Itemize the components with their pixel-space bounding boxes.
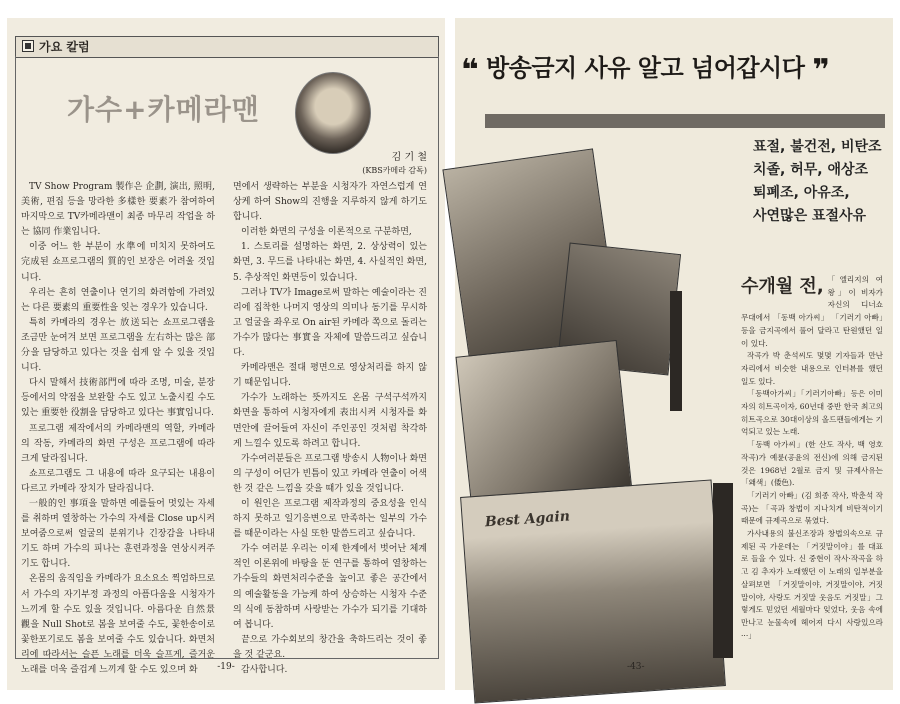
article-column-left	[21, 180, 215, 678]
page-number: -19-	[217, 662, 235, 672]
paragraph: 작곡가 박 춘석씨도 몇몇 기자들과 만난 자리에서 비슷한 내용으로 인터뷰를 했던 일도 있다.	[741, 351, 883, 386]
paragraph: 이중 어느 한 부분이 水準에 미치지 못하여도 完成된 쇼프로그램의 質的인 보장은 어려울 것입니다.	[21, 242, 215, 283]
subhead-line: 표절, 불건전, 비탄조	[753, 139, 882, 155]
paragraph: 프로그램 제작에서의 카메라맨의 역할, 카메라의 작동, 카메라의 화면 구성은 프로그램에 따라 크게 달라집니다.	[21, 423, 215, 464]
headline-rule	[485, 114, 885, 128]
paragraph: 특히 카메라의 경우는 放送되는 쇼프로그램을 조금만 눈여겨 보면 프로그램을 左右하는 많은 部分을 담당하고 있다는 것을 쉽게 알 수 있을 것입니다.	[21, 317, 215, 374]
subhead	[753, 136, 882, 228]
subhead-line: 사연많은 표절사유	[753, 208, 867, 224]
paragraph: 「동백아가씨」「기러기아빠」등은 이미자의 히트곡이자, 60년대 중반 한국 최고의 히트곡으로 30대이상의 올드팬들에게는 기억되고 있는 노래.	[741, 389, 883, 437]
page-number: -43-	[627, 662, 645, 672]
paragraph: 「엘리지의 여왕」이 비자가 자신의 디너쇼 무대에서 「동백 아가씨」 「기러기 아빠」등을 금지곡에서 풀어 달라고 탄원했던 일이 있다.	[741, 275, 883, 348]
article-column-right	[233, 180, 427, 678]
album-photo-bicycle	[460, 479, 726, 703]
album-cover-title: Best Again	[484, 508, 571, 531]
author-affiliation: (KBS카메라 감독)	[362, 166, 427, 175]
paragraph: 가사내용의 불신조장과 창법의속으로 규제된 곡 가운데는 「거짓말이야」를 대표로 들을 수 있다. 신 중현이 작사·작곡을 하고 김 추자가 노래했던 이 노래의 일부분을 살펴보면 「거짓말이야, 거짓말이야, 거짓말이야, 사랑도 거짓말 웃음도 거짓말」그렇게도 믿었던 세월마다 잊었다, 웃음 속에 만나고 눈물속에 헤어져 다시 사랑있으라···」	[741, 529, 883, 640]
paragraph: TV Show Program 製作은 企劃, 演出, 照明, 美術, 편집 등을 망라한 多樣한 要素가 참여하여 마지막으로 TV카메라맨이 최종 마무리 작업을 하는 協同 作業입니다.	[21, 182, 215, 238]
paragraph: 이러한 화면의 구성을 이론적으로 구분하면,	[241, 227, 412, 238]
photo-shadow	[713, 483, 733, 658]
paragraph: 一般的인 事項을 말하면 예를들어 멋있는 자세를 취하며 열창하는 가수의 자세를 Close up시켜 보여줌으로써 얼굴의 분위기나 긴장감을 나타내기도 하며 가수의 피나는 훈련과정을 연상시켜주기도 합니다.	[21, 498, 215, 570]
paragraph: 1. 스토리를 설명하는 화면, 2. 상상력이 있는 화면, 3. 무드를 나타내는 화면, 4. 사실적인 화면, 5. 추상적인 화면등이 있습니다.	[233, 242, 427, 283]
paragraph: 이 원인은 프로그램 제작과정의 중요성을 인식하지 못하고 일기응변으로 만족하는 일부의 가수를 때문이라는 사실 또한 말씀드리고 싶습니다.	[233, 498, 427, 540]
paragraph: 끝으로 가수회보의 창간을 축하드리는 것이 좋을 것 같군요.	[233, 634, 427, 660]
paragraph: 우리는 흔히 연출이나 연기의 화려함에 가려있는 다른 要素의 重要性을 잊는 경우가 있습니다.	[21, 287, 215, 313]
paragraph: 「동백 아가씨」(한 산도 작사, 백 영호 작곡)가 예륜(공윤의 전신)에 의해 금지된 것은 1968년 2월로 금지 및 규제사유는 「왜색」(倭色).	[741, 440, 883, 488]
author-name: 김 기 철	[391, 152, 427, 163]
paragraph: 감사합니다.	[241, 665, 288, 675]
paragraph: 가수 여러분 우리는 이제 한계에서 벗어난 체계적인 이론위에 바탕을 둔 연구를 통하여 열창하는 가수들의 화면처리수준을 높이고 좋은 공간에서의 예술활동을 가능케 하여 상승하는 시청자 수준의 식에 동참하며 사랑받는 가수가 되기를 기대하여 봅니다.	[233, 544, 427, 630]
paragraph: 가수가 노래하는 뜻까지도 온몸 구석구석까지 화면을 통하여 시청자에게 表出시켜 시청자를 화면안에 끌어들여 자신이 주인공인 것처럼 착각하게 느낄수 있도록 하려고 합니다.	[233, 393, 427, 449]
paragraph: 온몸의 움직임을 카메라가 요소요소 찍엄하므로서 가수의 자기부정 과정의 아픔다움을 시청자가 느끼게 할 수도 있을 것입니다. 아름다운 自然景觀을 Null Shot로 봄을 보여줄 수도, 꽃한송이로 꽃한포기로도 봄을 보여줄 수도 있습니다. 화면처리에 따라서는 슬픈 노래를 더욱 슬프게, 즐거운 노래를 더욱 즐겁게 느끼게 할 수도 있으며 화	[21, 574, 215, 675]
paragraph: 가수여러분들은 프로그램 방송시 人物이나 화면의 구성이 어딘가 빈틈이 있고 카메라 연출이 어색한 것 같은 느낌을 갖을 때가 있을 것입니다.	[233, 453, 427, 494]
headline-text: 방송금지 사유 알고 넘어갑시다	[485, 54, 805, 82]
paragraph: 다시 말해서 技術部門에 따라 조명, 미술, 분장 등에서의 약점을 보완할 수도 있고 노출시킬 수도 있는 重要한 役割을 담당하고 있다는 事實입니다.	[21, 378, 215, 419]
feature-lead: 수개월 전,	[741, 276, 824, 297]
album-photo-tent	[455, 340, 632, 508]
article-title: 가수+카메라맨	[67, 93, 260, 126]
left-page	[7, 18, 445, 690]
column-label: 가요 칼럼	[39, 40, 90, 54]
subhead-line: 치졸, 허무, 애상조	[753, 162, 869, 178]
column-box-icon	[22, 40, 34, 52]
paragraph: 쇼프로그램도 그 내용에 따라 요구되는 내용이 다르고 카메라 장치가 달라집니다.	[21, 468, 215, 494]
column-header	[15, 36, 439, 58]
right-page	[455, 18, 893, 690]
paragraph: 면에서 생략하는 부분을 시청자가 자연스럽게 연상케 하여 Show의 진행을 지루하지 않게 하기도 합니다.	[233, 182, 427, 223]
paragraph: 그러나 TV가 Image로써 말하는 예술이라는 진리에 집착한 나머지 영상의 의미나 동기를 무시하고 얼굴을 좌우로 On air된 카메라 쪽으로 돌리는 가수가 많다는 事實을 자체에 말씀드리고 싶습니다.	[233, 287, 427, 359]
photo-shadow	[670, 291, 682, 411]
quote-close-icon: ❞	[812, 53, 830, 88]
headline	[461, 48, 881, 88]
paragraph: 「기러기 아빠」(김 희종 작사, 박춘석 작곡)는 「곡과 창법이 지나치게 비탄적이기 때문에 규제곡으로 묶였다.	[741, 490, 883, 526]
feature-article	[741, 274, 883, 642]
author-credit	[362, 151, 427, 177]
subhead-line: 퇴폐조, 아유조,	[753, 185, 850, 201]
paragraph: 카메라맨은 절대 평면으로 영상처리를 하지 않기 때문입니다.	[233, 363, 427, 389]
quote-open-icon: ❝	[461, 53, 479, 88]
author-portrait	[295, 72, 371, 154]
